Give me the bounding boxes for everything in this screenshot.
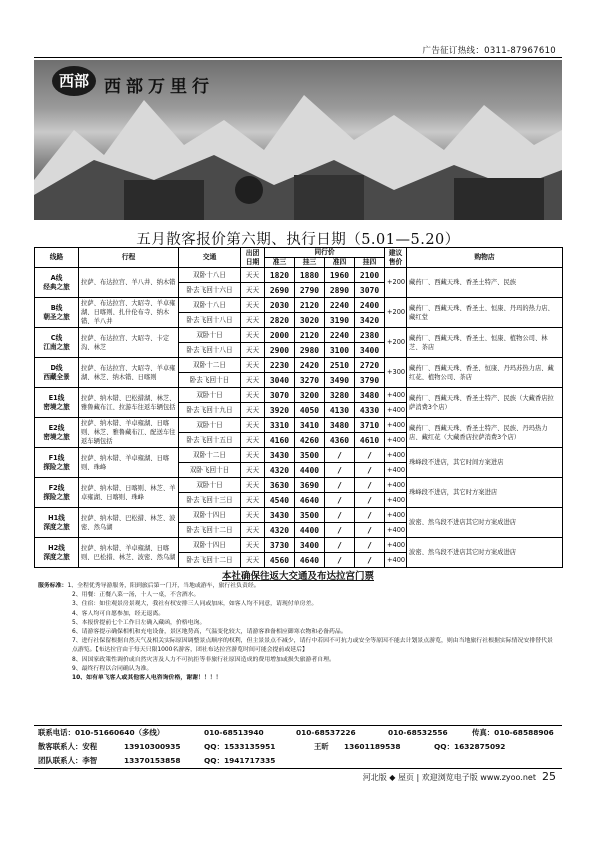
- price-cell: 4540: [265, 493, 295, 508]
- price-cell: /: [355, 493, 385, 508]
- price-cell: 4320: [265, 523, 295, 538]
- transport-cell: 双卧十日: [179, 388, 241, 403]
- transport-cell: 卧去飞回十五日: [179, 433, 241, 448]
- price-cell: /: [355, 553, 385, 568]
- col-depart: 出团日期: [241, 248, 265, 268]
- price-cell: 4640: [295, 553, 325, 568]
- contact-main-phone: 联系电话：010-51660640（多线）: [38, 728, 165, 737]
- shopping-cell: 藏药厂、西藏天珠、香圣土特产、民族（大藏香店拉萨消费3个店）: [407, 388, 563, 418]
- price-cell: /: [325, 538, 355, 553]
- itinerary-cell: 拉萨、布达拉宫、羊八井、纳木错: [79, 268, 179, 298]
- col-shopping: 购物店: [407, 248, 563, 268]
- price-cell: 2030: [265, 298, 295, 313]
- contact-row-individual: [34, 740, 562, 754]
- table-row: [35, 358, 563, 373]
- price-cell: 2980: [295, 343, 325, 358]
- transport-cell: 双卧十日: [179, 328, 241, 343]
- second-contact-qq: QQ：1632875092: [434, 742, 506, 751]
- transport-cell: 卧去飞回十九日: [179, 403, 241, 418]
- shopping-cell: 波密、然乌段不进店其它时方案成进店: [407, 508, 563, 538]
- depart-cell: 天天: [241, 463, 265, 478]
- price-cell: 3430: [265, 508, 295, 523]
- note-item: 9、最终行程以合同确认为准。: [72, 665, 153, 672]
- line-name-cell: F2线 探险之旅: [35, 478, 79, 508]
- price-cell: 4050: [295, 403, 325, 418]
- price-cell: 3500: [295, 508, 325, 523]
- price-cell: 4400: [295, 523, 325, 538]
- depart-cell: 天天: [241, 403, 265, 418]
- contact-phone: 010-68532556: [388, 728, 448, 737]
- transport-cell: 卧去飞回十日: [179, 373, 241, 388]
- logo: 西部: [52, 66, 96, 96]
- price-cell: 1960: [325, 268, 355, 283]
- depart-cell: 天天: [241, 553, 265, 568]
- page-headline: 五月散客报价第六期、执行日期（5.01—5.20）: [136, 232, 460, 248]
- price-cell: 2790: [295, 283, 325, 298]
- individual-phone: 13910300935: [124, 742, 181, 751]
- line-name-cell: C线 江南之旅: [35, 328, 79, 358]
- line-name-cell: D线 西藏全景: [35, 358, 79, 388]
- price-cell: 2420: [295, 358, 325, 373]
- price-cell: 2100: [355, 268, 385, 283]
- price-cell: /: [325, 523, 355, 538]
- price-cell: 2510: [325, 358, 355, 373]
- contact-fax: 传真：010-68588906: [472, 728, 554, 737]
- price-cell: 2240: [325, 328, 355, 343]
- page-footer: [363, 770, 556, 783]
- page-number: 25: [542, 770, 556, 783]
- price-cell: 3480: [355, 388, 385, 403]
- price-cell: 2120: [295, 328, 325, 343]
- price-cell: /: [325, 508, 355, 523]
- group-contact: 团队联系人：李智: [38, 756, 98, 765]
- contact-block: [34, 725, 562, 769]
- transport-cell: 双卧十日: [179, 478, 241, 493]
- price-cell: 3100: [325, 343, 355, 358]
- price-cell: 3690: [295, 478, 325, 493]
- depart-cell: 天天: [241, 313, 265, 328]
- price-cell: 1820: [265, 268, 295, 283]
- price-cell: 2230: [265, 358, 295, 373]
- transport-cell: 卧去飞回十二日: [179, 523, 241, 538]
- price-cell: 3400: [355, 343, 385, 358]
- price-cell: /: [325, 478, 355, 493]
- suggest-price-cell: +200: [385, 298, 407, 328]
- price-cell: 3920: [265, 403, 295, 418]
- contact-row-group: [34, 754, 562, 768]
- depart-cell: 天天: [241, 283, 265, 298]
- depart-cell: 天天: [241, 418, 265, 433]
- price-cell: /: [325, 448, 355, 463]
- suggest-price-cell: +400: [385, 388, 407, 403]
- table-row: [35, 268, 563, 283]
- transport-cell: 双卧十八日: [179, 298, 241, 313]
- depart-cell: 天天: [241, 508, 265, 523]
- shopping-cell: 藏药厂、西藏天珠、香圣土特产、民族、丹玛热力店、藏红花（大藏香店拉萨消费3个店）: [407, 418, 563, 448]
- price-cell: 4560: [265, 553, 295, 568]
- price-cell: 3400: [295, 538, 325, 553]
- price-cell: /: [355, 508, 385, 523]
- suggest-price-cell: +300: [385, 358, 407, 388]
- transport-cell: 双卧十四日: [179, 508, 241, 523]
- price-cell: 1880: [295, 268, 325, 283]
- price-cell: 2720: [355, 358, 385, 373]
- itinerary-cell: 拉萨、纳木错、羊卓雍湖、日喀则、巴松措、林芝、波密、然乌湖: [79, 538, 179, 568]
- price-cell: 2690: [265, 283, 295, 298]
- transport-cell: 双卧十二日: [179, 448, 241, 463]
- price-cell: /: [325, 493, 355, 508]
- price-cell: 3270: [295, 373, 325, 388]
- col-line: 线路: [35, 248, 79, 268]
- col-std4: 准四: [325, 258, 355, 268]
- price-cell: /: [355, 463, 385, 478]
- line-name-cell: F1线 探险之旅: [35, 448, 79, 478]
- itinerary-cell: 拉萨、纳木错、羊卓雍湖、日喀则、林芝、雅鲁藏布江、配送车往返车辆包括: [79, 418, 179, 448]
- price-cell: /: [355, 478, 385, 493]
- contact-row-phones: [34, 726, 562, 740]
- line-name-cell: H1线 深度之旅: [35, 508, 79, 538]
- col-hot4: 挂四: [355, 258, 385, 268]
- note-item: 4、客人均可自愿参加，经无退离。: [72, 610, 165, 617]
- note-item: 10、如有单飞客人或其他客人电咨询价格，谢谢！！！！: [72, 675, 222, 682]
- itinerary-cell: 拉萨、纳木错、巴松措湖、林芝、雅鲁藏布江、拉游车往返车辆包括: [79, 388, 179, 418]
- suggest-price-cell: +400: [385, 463, 407, 478]
- line-name-cell: E1线 密境之旅: [35, 388, 79, 418]
- price-cell: 4360: [325, 433, 355, 448]
- suggest-price-cell: +400: [385, 448, 407, 463]
- shopping-cell: 珠峰段不进店，其它时方案进店: [407, 478, 563, 508]
- transport-cell: 卧去飞回十三日: [179, 493, 241, 508]
- price-cell: 3730: [265, 538, 295, 553]
- shopping-cell: 藏药厂、西藏天珠、香圣土、恒康、植物公司、林芝、茶店: [407, 328, 563, 358]
- transport-cell: 双卧十八日: [179, 268, 241, 283]
- notes-lead-row: [38, 582, 558, 591]
- price-cell: 3500: [295, 448, 325, 463]
- depart-cell: 天天: [241, 538, 265, 553]
- price-cell: 4330: [355, 403, 385, 418]
- col-group-price: 同行价: [265, 248, 385, 258]
- price-cell: /: [355, 538, 385, 553]
- price-table: [34, 247, 563, 568]
- price-cell: 3430: [265, 448, 295, 463]
- table-row: [35, 538, 563, 553]
- table-row: [35, 388, 563, 403]
- line-name-cell: E2线 密境之旅: [35, 418, 79, 448]
- price-cell: 4130: [325, 403, 355, 418]
- col-hot3: 挂三: [295, 258, 325, 268]
- price-table-body: [35, 268, 563, 568]
- price-cell: 2380: [355, 328, 385, 343]
- depart-cell: 天天: [241, 343, 265, 358]
- note-item: 1、全程优秀导游服务，阳到旅后第一门开，当地或游车，旅行社负责经。: [67, 583, 260, 589]
- suggest-price-cell: +400: [385, 433, 407, 448]
- suggest-price-cell: +400: [385, 538, 407, 553]
- shopping-cell: 波密、然乌段不进店其它时方案成进店: [407, 538, 563, 568]
- top-rule: [34, 57, 562, 58]
- price-cell: 2240: [325, 298, 355, 313]
- price-cell: 3040: [265, 373, 295, 388]
- price-cell: 3070: [355, 283, 385, 298]
- banner-photo: [34, 60, 562, 220]
- line-name-cell: A线 经典之旅: [35, 268, 79, 298]
- group-phone: 13370153858: [124, 756, 181, 765]
- price-cell: 2900: [265, 343, 295, 358]
- depart-cell: 天天: [241, 358, 265, 373]
- price-cell: 2120: [295, 298, 325, 313]
- table-row: [35, 418, 563, 433]
- price-cell: 3020: [295, 313, 325, 328]
- depart-cell: 天天: [241, 388, 265, 403]
- table-row: [35, 508, 563, 523]
- depart-cell: 天天: [241, 373, 265, 388]
- depart-cell: 天天: [241, 268, 265, 283]
- itinerary-cell: 拉萨、纳木错、羊卓雍湖、日喀则、珠峰: [79, 448, 179, 478]
- individual-qq: QQ：1533135951: [204, 742, 276, 751]
- price-cell: 3480: [325, 418, 355, 433]
- price-cell: /: [325, 463, 355, 478]
- contact-phone: 010-68537226: [296, 728, 356, 737]
- price-cell: 3200: [295, 388, 325, 403]
- second-contact-phone: 13601189538: [344, 742, 401, 751]
- price-cell: 4160: [265, 433, 295, 448]
- col-itinerary: 行程: [79, 248, 179, 268]
- shopping-cell: 藏药厂、西藏天珠、香圣、恒康、丹玛苏热力店、藏红花、植物公司、茶店: [407, 358, 563, 388]
- service-notes: [38, 582, 558, 683]
- itinerary-cell: 拉萨、布达拉宫、大昭寺、羊卓雍湖、日喀则、扎什伦布寺、纳木错、羊八井: [79, 298, 179, 328]
- group-qq: QQ：1941717335: [204, 756, 276, 765]
- table-row: [35, 298, 563, 313]
- depart-cell: 天天: [241, 328, 265, 343]
- suggest-price-cell: +400: [385, 523, 407, 538]
- line-name-cell: H2线 深度之旅: [35, 538, 79, 568]
- table-row: [35, 478, 563, 493]
- shopping-cell: 藏药厂、西藏天珠、香圣土特产、民族: [407, 268, 563, 298]
- depart-cell: 天天: [241, 478, 265, 493]
- price-cell: 4610: [355, 433, 385, 448]
- second-contact-name: 王昕: [314, 742, 329, 751]
- note-item: 8、因国家政策性调价或自然灾害及人力不可抗拒等非旅行社原因造成的费用增加或损失旅游者自理。: [72, 656, 335, 663]
- price-cell: /: [355, 523, 385, 538]
- suggest-price-cell: +400: [385, 478, 407, 493]
- table-row: [35, 448, 563, 463]
- transport-cell: 卧去飞回十八日: [179, 313, 241, 328]
- price-cell: 4640: [295, 493, 325, 508]
- price-cell: 3710: [355, 418, 385, 433]
- price-cell: 2400: [355, 298, 385, 313]
- suggest-price-cell: +200: [385, 328, 407, 358]
- col-std2: 准三: [265, 258, 295, 268]
- note-item: 2、用餐：正餐八菜一汤，十人一桌，不含酒水。: [72, 592, 200, 599]
- suggest-price-cell: +400: [385, 403, 407, 418]
- price-cell: 3410: [295, 418, 325, 433]
- notice-title: 本社确保往返大交通及布达拉宫门票: [221, 571, 374, 582]
- suggest-price-cell: +400: [385, 493, 407, 508]
- footer-text: 河北版 ◆ 屋页 | 欢迎浏览电子版 www.zyoo.net: [362, 773, 536, 782]
- price-cell: 3420: [355, 313, 385, 328]
- line-name-cell: B线 朝圣之旅: [35, 298, 79, 328]
- itinerary-cell: 拉萨、纳木错、日喀则、林芝、羊卓雍湖、日喀则、珠峰: [79, 478, 179, 508]
- price-cell: 2000: [265, 328, 295, 343]
- price-cell: 3190: [325, 313, 355, 328]
- contact-phone: 010-68513940: [204, 728, 264, 737]
- price-cell: 4320: [265, 463, 295, 478]
- note-item: 7、进行社保留根据自然天气及相关实际原因调整景点顺序的权利，但主景景点不减少，请行中若因不可抗力或安全等原因不能去计划景点游览，则由当地旅行社根据实际情况安排替代景点游览。【布达拉宫由于每天只限1000名游客，团社布达拉宫游览时间可能会提前或延后】: [72, 638, 553, 654]
- transport-cell: 卧去飞回十二日: [179, 553, 241, 568]
- price-cell: 3280: [325, 388, 355, 403]
- depart-cell: 天天: [241, 298, 265, 313]
- col-suggest: 建议售价: [385, 248, 407, 268]
- note-item: 6、请游客提示确保相机和充电设备，景区地势高，气温变化较大，请游客准备相应御寒衣物和必备药品。: [72, 629, 347, 636]
- col-transport: 交通: [179, 248, 241, 268]
- price-cell: 4260: [295, 433, 325, 448]
- itinerary-cell: 拉萨、纳木错、巴松措、林芝、波密、然乌湖: [79, 508, 179, 538]
- suggest-price-cell: +400: [385, 418, 407, 433]
- depart-cell: 天天: [241, 493, 265, 508]
- price-cell: /: [355, 448, 385, 463]
- itinerary-cell: 拉萨、布达拉宫、大昭寺、羊卓雍湖、林芝、纳木错、日喀则: [79, 358, 179, 388]
- price-cell: 2890: [325, 283, 355, 298]
- suggest-price-cell: +200: [385, 268, 407, 298]
- price-cell: /: [325, 553, 355, 568]
- transport-cell: 卧去飞回十八日: [179, 343, 241, 358]
- depart-cell: 天天: [241, 433, 265, 448]
- depart-cell: 天天: [241, 523, 265, 538]
- transport-cell: 卧去飞回十六日: [179, 283, 241, 298]
- note-item: 3、住宿：如住观景房景观大，我社有权安排三人同或加床，如客人均不同意，请现付单房差。: [72, 601, 318, 608]
- price-cell: 2820: [265, 313, 295, 328]
- transport-cell: 双卧飞回十日: [179, 463, 241, 478]
- transport-cell: 双卧十日: [179, 418, 241, 433]
- depart-cell: 天天: [241, 448, 265, 463]
- shopping-cell: 珠峰段不进店，其它时间方案进店: [407, 448, 563, 478]
- transport-cell: 双卧十四日: [179, 538, 241, 553]
- itinerary-cell: 拉萨、布达拉宫、大昭寺、卡定沟、林芝: [79, 328, 179, 358]
- price-cell: 3070: [265, 388, 295, 403]
- price-cell: 3490: [325, 373, 355, 388]
- shopping-cell: 藏药厂、西藏天珠、香圣土、恒康、丹玛的热力店、藏红堂: [407, 298, 563, 328]
- table-row: [35, 328, 563, 343]
- ad-hotline: 广告征订热线：0311-87967610: [422, 46, 556, 56]
- notes-lead: 服务标准：: [38, 583, 68, 589]
- transport-cell: 双卧十二日: [179, 358, 241, 373]
- note-item: 5、本报价提前七个工作日左确入藏函，价格电询。: [72, 619, 206, 626]
- price-cell: 3790: [355, 373, 385, 388]
- price-cell: 4400: [295, 463, 325, 478]
- suggest-price-cell: +400: [385, 508, 407, 523]
- suggest-price-cell: +400: [385, 553, 407, 568]
- banner-title: 西部万里行: [104, 77, 214, 97]
- price-cell: 3310: [265, 418, 295, 433]
- individual-contact: 散客联系人：安程: [38, 742, 98, 751]
- price-cell: 3630: [265, 478, 295, 493]
